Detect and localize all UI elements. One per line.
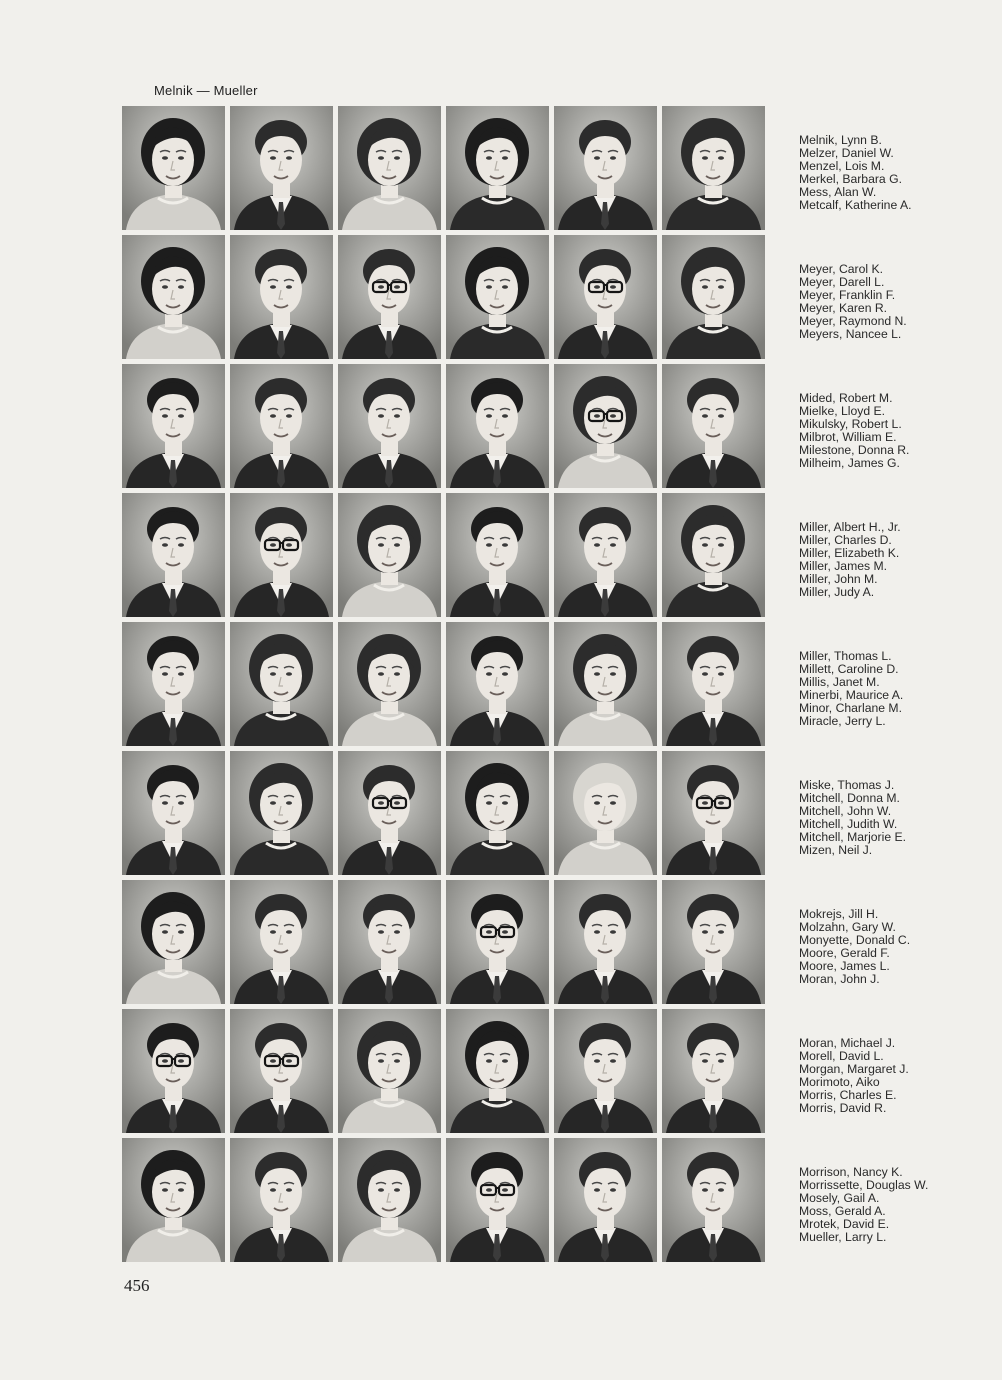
student-name: Menzel, Lois M. (799, 159, 885, 173)
portrait-photo (338, 622, 441, 746)
student-name: Miller, Judy A. (799, 585, 875, 599)
portrait-photo (554, 880, 657, 1004)
student-name: Milheim, James G. (799, 456, 900, 470)
student-name: Meyer, Franklin F. (799, 288, 896, 302)
portrait-photo (122, 364, 225, 488)
student-name: Miller, Thomas L. (799, 649, 892, 663)
student-name: Meyer, Karen R. (799, 301, 888, 315)
student-name: Miller, Elizabeth K. (799, 546, 900, 560)
portrait-photo (446, 880, 549, 1004)
student-name: Mizen, Neil J. (799, 843, 873, 857)
student-name: Miller, Albert H., Jr. (799, 520, 901, 534)
portrait-photo (338, 1138, 441, 1262)
portrait-photo (338, 493, 441, 617)
student-name: Mokrejs, Jill H. (799, 907, 879, 921)
portrait-photo (230, 1009, 333, 1133)
portrait-photo (554, 106, 657, 230)
portrait-photo (662, 880, 765, 1004)
portrait-photo (662, 493, 765, 617)
student-name: Morgan, Margaret J. (799, 1062, 909, 1076)
portrait-photo (554, 364, 657, 488)
portrait-photo (554, 235, 657, 359)
student-name: Mitchell, Judith W. (799, 817, 898, 831)
portrait-grid (122, 106, 765, 1262)
portrait-photo (446, 106, 549, 230)
student-name: Molzahn, Gary W. (799, 920, 896, 934)
portrait-photo (554, 1009, 657, 1133)
portrait-photo (338, 751, 441, 875)
student-name: Morris, Charles E. (799, 1088, 897, 1102)
student-name: Minor, Charlane M. (799, 701, 902, 715)
portrait-photo (662, 106, 765, 230)
student-name: Melnik, Lynn B. (799, 133, 882, 147)
student-name: Meyer, Raymond N. (799, 314, 907, 328)
portrait-photo (338, 106, 441, 230)
student-name: Mikulsky, Robert L. (799, 417, 902, 431)
student-name: Meyer, Darell L. (799, 275, 885, 289)
student-name: Mided, Robert M. (799, 391, 893, 405)
portrait-photo (338, 235, 441, 359)
portrait-photo (554, 1138, 657, 1262)
portrait-photo (446, 751, 549, 875)
student-name: Morrissette, Douglas W. (799, 1178, 929, 1192)
portrait-photo (662, 622, 765, 746)
student-name: Merkel, Barbara G. (799, 172, 902, 186)
student-name: Moss, Gerald A. (799, 1204, 886, 1218)
page-number: 456 (124, 1276, 150, 1295)
portrait-photo (122, 751, 225, 875)
student-name: Mitchell, Donna M. (799, 791, 900, 805)
name-list (799, 1037, 989, 1115)
student-name: Milestone, Donna R. (799, 443, 910, 457)
student-name: Meyer, Carol K. (799, 262, 883, 276)
portrait-photo (662, 1009, 765, 1133)
student-name: Moore, James L. (799, 959, 890, 973)
portrait-photo (338, 364, 441, 488)
student-name: Mitchell, John W. (799, 804, 892, 818)
student-name: Millett, Caroline D. (799, 662, 899, 676)
portrait-photo (662, 235, 765, 359)
student-name: Minerbi, Maurice A. (799, 688, 904, 702)
portrait-photo (230, 235, 333, 359)
page-header-range: Melnik — Mueller (154, 83, 258, 98)
portrait-photo (230, 106, 333, 230)
student-name: Metcalf, Katherine A. (799, 198, 912, 212)
portrait-photo (230, 493, 333, 617)
portrait-photo (662, 751, 765, 875)
student-name: Mosely, Gail A. (799, 1191, 880, 1205)
portrait-photo (230, 622, 333, 746)
student-name: Meyers, Nancee L. (799, 327, 902, 341)
student-name: Moran, Michael J. (799, 1036, 896, 1050)
portrait-photo (554, 622, 657, 746)
portrait-photo (122, 235, 225, 359)
student-name: Milbrot, William E. (799, 430, 897, 444)
name-list (799, 650, 989, 728)
name-list (799, 779, 989, 857)
portrait-photo (446, 1138, 549, 1262)
portrait-photo (122, 880, 225, 1004)
student-name: Mess, Alan W. (799, 185, 877, 199)
name-list (799, 908, 989, 986)
student-name: Miller, Charles D. (799, 533, 892, 547)
student-name: Mueller, Larry L. (799, 1230, 887, 1244)
student-name: Monyette, Donald C. (799, 933, 911, 947)
portrait-photo (446, 1009, 549, 1133)
name-list (799, 263, 989, 341)
student-name: Miske, Thomas J. (799, 778, 895, 792)
portrait-photo (230, 364, 333, 488)
student-name: Morimoto, Aiko (799, 1075, 880, 1089)
student-name: Melzer, Daniel W. (799, 146, 894, 160)
name-list (799, 1166, 989, 1244)
student-name: Morell, David L. (799, 1049, 884, 1063)
portrait-photo (230, 751, 333, 875)
portrait-photo (122, 106, 225, 230)
student-name: Millis, Janet M. (799, 675, 880, 689)
student-name: Morrison, Nancy K. (799, 1165, 903, 1179)
portrait-photo (446, 622, 549, 746)
portrait-photo (338, 1009, 441, 1133)
portrait-photo (662, 364, 765, 488)
portrait-photo (122, 622, 225, 746)
portrait-photo (338, 880, 441, 1004)
student-name: Miller, James M. (799, 559, 888, 573)
portrait-photo (122, 1138, 225, 1262)
student-name: Miller, John M. (799, 572, 878, 586)
portrait-photo (554, 751, 657, 875)
student-name: Miracle, Jerry L. (799, 714, 886, 728)
portrait-photo (230, 880, 333, 1004)
student-name: Mitchell, Marjorie E. (799, 830, 907, 844)
portrait-photo (662, 1138, 765, 1262)
portrait-photo (554, 493, 657, 617)
portrait-photo (446, 493, 549, 617)
student-name: Moran, John J. (799, 972, 880, 986)
name-list (799, 392, 989, 470)
portrait-photo (122, 493, 225, 617)
student-name: Morris, David R. (799, 1101, 887, 1115)
student-name: Moore, Gerald F. (799, 946, 890, 960)
student-name: Mielke, Lloyd E. (799, 404, 886, 418)
portrait-photo (446, 364, 549, 488)
student-name: Mrotek, David E. (799, 1217, 890, 1231)
portrait-photo (122, 1009, 225, 1133)
name-list (799, 134, 989, 212)
portrait-photo (446, 235, 549, 359)
portrait-photo (230, 1138, 333, 1262)
name-list (799, 521, 989, 599)
